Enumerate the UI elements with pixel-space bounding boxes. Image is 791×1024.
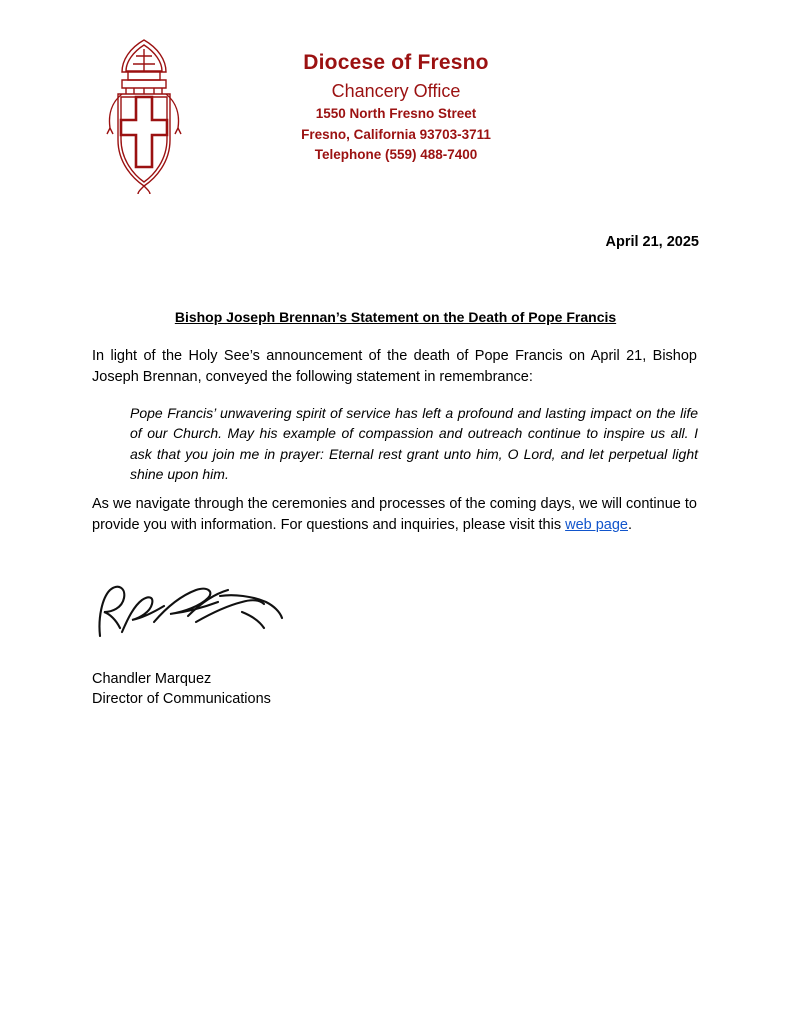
signer-name: Chandler Marquez [92, 671, 212, 687]
signature-block [92, 669, 492, 709]
letter-date: April 21, 2025 [605, 234, 699, 250]
address-line-2: Fresno, California 93703-3711 [301, 126, 491, 142]
coat-of-arms-icon [92, 36, 196, 196]
closing-text-before-link: As we navigate through the ceremonies and processes of the coming days, we will continue to provide you with information. For questions and inquiries, please visit this [92, 496, 697, 533]
letterhead [0, 0, 791, 214]
telephone: Telephone (559) 488-7400 [314, 146, 478, 162]
masthead [210, 50, 582, 165]
closing-text-after-link: . [628, 516, 633, 533]
signer-title: Director of Communications [92, 691, 271, 707]
paragraph-closing [92, 494, 697, 535]
office-name: Chancery Office [331, 81, 461, 102]
statement-quote: Pope Francis’ unwavering spirit of service has left a profound and lasting impact on the life of our Church. May his example of compassion and outreach continue to inspire us all. I ask that you join me in prayer: Eternal rest grant unto him, O Lord, and let perpetual light shine upon him. [130, 405, 698, 482]
web-page-link[interactable]: web page [565, 516, 628, 533]
signature-image [92, 578, 292, 648]
address-line-1: 1550 North Fresno Street [315, 106, 477, 122]
paragraph-intro: In light of the Holy See’s announcement of the death of Pope Francis on April 21, Bishop Joseph Brennan, conveyed the following statement in remembrance: [92, 348, 697, 385]
page-title: Bishop Joseph Brennan’s Statement on the Death of Pope Francis [174, 309, 617, 325]
organization-name: Diocese of Fresno [303, 51, 489, 74]
